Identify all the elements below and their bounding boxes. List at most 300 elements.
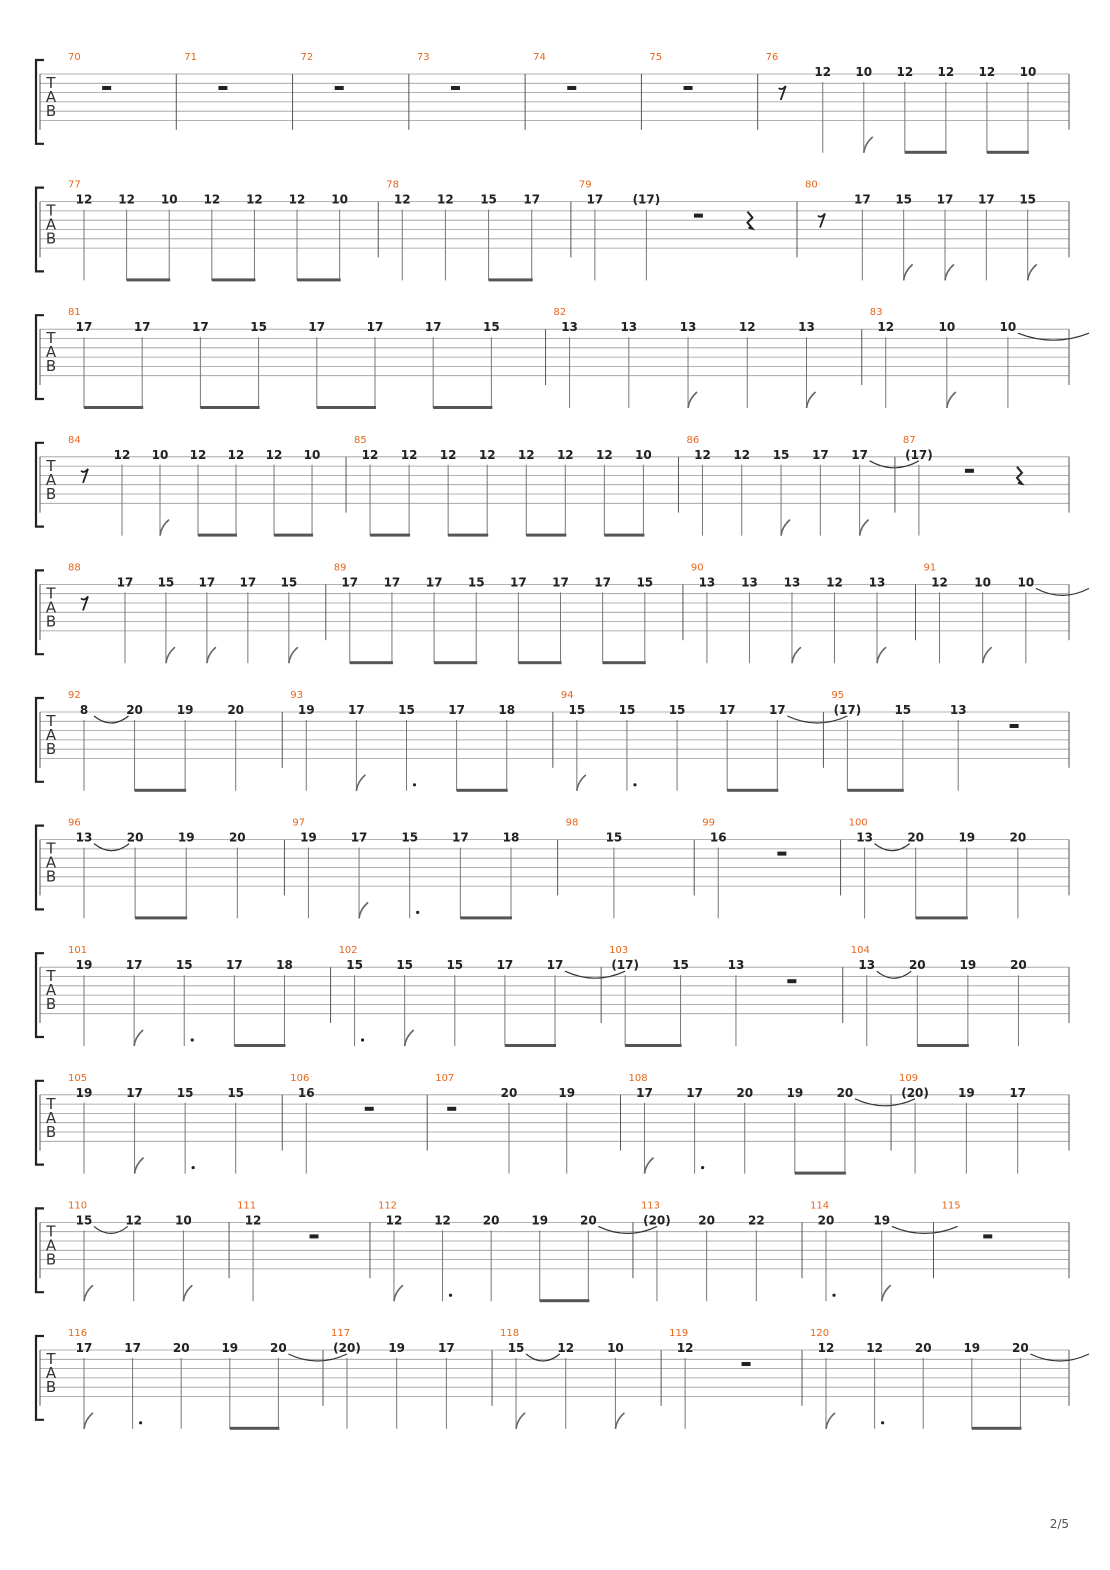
duration-dot	[832, 1294, 835, 1297]
fret-number: 13	[561, 320, 578, 335]
fret-number: 12	[978, 65, 996, 79]
eighth-rest	[81, 596, 88, 610]
note-flag	[166, 647, 175, 663]
measure-number: 94	[560, 690, 574, 701]
note-flag	[807, 392, 816, 408]
fret-number: 17	[308, 320, 326, 335]
fret-number: 18	[502, 830, 520, 845]
note-flag	[405, 1030, 414, 1046]
beam	[230, 1427, 280, 1430]
measure	[68, 1328, 347, 1430]
beam	[370, 534, 410, 537]
half-rest	[983, 1234, 992, 1238]
tie	[787, 716, 847, 723]
note-flag	[945, 264, 954, 280]
measure	[686, 435, 918, 536]
measure-number: 95	[831, 690, 845, 701]
fret-number: 8	[79, 703, 89, 717]
tab-clef-letter: A	[45, 853, 57, 872]
measure-number: 99	[702, 817, 715, 829]
beam	[274, 534, 313, 537]
measure	[68, 818, 284, 920]
fret-number: 17	[225, 958, 243, 973]
fret-number: 15	[772, 447, 790, 462]
beam	[905, 151, 947, 154]
fret-number: 16	[709, 830, 727, 845]
fret-number: 17	[366, 320, 384, 335]
fret-number: 13	[620, 320, 638, 335]
measure	[68, 945, 331, 1047]
fret-number: 15	[483, 320, 500, 335]
fret-number: 17	[510, 575, 527, 590]
measure-number: 70	[68, 52, 81, 63]
duration-dot	[192, 1166, 195, 1169]
beam	[317, 406, 376, 409]
fret-number: 19	[531, 1213, 549, 1228]
fret-number: 20	[500, 1085, 518, 1100]
fret-number: 12	[393, 192, 411, 207]
fret-number: 17	[425, 575, 443, 590]
half-rest	[1010, 724, 1019, 728]
measure	[533, 52, 641, 130]
fret-number: 20	[1009, 830, 1027, 845]
fret-number: 19	[221, 1341, 239, 1355]
tab-clef-letter: A	[45, 726, 57, 744]
fret-number: 12	[288, 192, 306, 207]
fret-number: 19	[786, 1085, 804, 1100]
fret-number: 17	[448, 703, 465, 717]
eighth-rest	[818, 214, 825, 228]
note-flag	[207, 647, 216, 663]
measure	[417, 52, 525, 130]
beam	[604, 534, 644, 537]
fret-number: 12	[203, 192, 221, 207]
duration-dot	[413, 783, 416, 786]
half-rest	[684, 86, 693, 90]
measure-number: 112	[377, 1200, 398, 1212]
measure	[669, 1328, 802, 1429]
staff-system	[36, 690, 1069, 792]
half-rest	[567, 86, 576, 90]
fret-number: 10	[938, 320, 956, 335]
measure	[354, 435, 678, 537]
measure-number: 120	[810, 1328, 830, 1339]
fret-number: 20	[227, 703, 245, 717]
beam	[987, 151, 1029, 154]
duration-dot	[881, 1421, 884, 1424]
fret-number: 17	[718, 703, 736, 717]
measure	[942, 1200, 993, 1238]
staff-system	[36, 818, 1069, 920]
fret-number: 19	[75, 1085, 93, 1100]
fret-number: 17	[383, 575, 401, 590]
fret-number: 17	[552, 575, 569, 590]
note-flag	[877, 647, 886, 663]
tab-clef-letter: T	[46, 1350, 56, 1368]
staff-system	[36, 1073, 1069, 1175]
fret-number: 12	[118, 192, 135, 207]
tab-clef-letter: T	[46, 1094, 56, 1113]
note-flag	[356, 775, 365, 791]
tie	[877, 971, 912, 978]
note-flag	[289, 647, 298, 663]
note-flag	[135, 1158, 144, 1174]
note-flag	[792, 647, 801, 663]
measure	[849, 818, 1027, 920]
fret-number: 17	[125, 958, 143, 973]
staff-system	[36, 1328, 1089, 1430]
fret-number: 12	[694, 447, 711, 462]
fret-number: 13	[856, 830, 873, 845]
fret-number: 17	[1009, 1085, 1027, 1100]
measure-number: 86	[686, 434, 700, 446]
fret-number: 17	[133, 320, 151, 335]
fret-number: 17	[853, 192, 871, 207]
duration-dot	[449, 1294, 452, 1297]
fret-number: 17	[851, 447, 868, 462]
fret-number: 19	[176, 703, 194, 717]
fret-number: (17)	[611, 958, 639, 973]
half-rest	[742, 1362, 751, 1366]
measure	[68, 1073, 282, 1174]
fret-number: 17	[811, 447, 829, 462]
measure-number: 96	[68, 817, 81, 829]
fret-number: 17	[348, 703, 365, 717]
fret-number: 15	[227, 1085, 245, 1100]
measure-number: 104	[850, 945, 870, 957]
duration-dot	[191, 1038, 194, 1041]
measure	[68, 307, 546, 409]
measure	[290, 1073, 427, 1174]
measure	[237, 1200, 370, 1301]
beam	[917, 1044, 969, 1047]
half-rest	[965, 469, 974, 473]
measure	[378, 1200, 657, 1302]
fret-number: 20	[579, 1213, 597, 1228]
measure-number: 100	[848, 817, 868, 829]
fret-number: 18	[498, 703, 516, 717]
fret-number: 12	[733, 447, 751, 462]
fret-number: 13	[679, 320, 697, 335]
note-flag	[983, 647, 992, 663]
tab-clef-letter: B	[45, 357, 57, 376]
fret-number: 17	[636, 1085, 653, 1100]
fret-number: 12	[896, 65, 914, 79]
fret-number: 17	[936, 192, 954, 207]
measure-number: 110	[68, 1200, 88, 1212]
fret-number: (17)	[833, 703, 862, 717]
fret-number: 20	[1010, 958, 1027, 973]
fret-number: 10	[331, 192, 348, 207]
measure	[702, 818, 840, 919]
measure	[500, 1328, 661, 1429]
tie	[598, 1226, 657, 1233]
note-flag	[84, 1413, 93, 1429]
fret-number: (20)	[333, 1341, 361, 1355]
tab-clef-letter: A	[45, 88, 57, 106]
fret-number: 12	[517, 447, 535, 462]
fret-number: 15	[157, 575, 175, 590]
measure-number: 111	[237, 1200, 257, 1212]
fret-number: 15	[1019, 192, 1037, 207]
fret-number: 10	[1019, 65, 1037, 79]
fret-number: 17	[586, 192, 604, 207]
fret-number: 12	[400, 447, 418, 462]
measure-number: 103	[609, 945, 629, 957]
measure-number: 81	[68, 307, 81, 319]
beam	[625, 1044, 681, 1047]
tab-clef-letter: T	[46, 201, 56, 220]
measure	[870, 307, 1089, 408]
fret-number: 15	[636, 575, 654, 590]
fret-number: 17	[686, 1085, 703, 1100]
tab-clef-letter: B	[45, 867, 57, 886]
tie	[94, 1226, 128, 1233]
fret-number: 12	[826, 575, 843, 590]
page-number: 2/5	[1049, 1517, 1069, 1531]
measure-number: 82	[553, 307, 567, 319]
measure	[903, 435, 1022, 536]
measure-number: 88	[68, 562, 81, 574]
beam	[540, 1299, 590, 1302]
fret-number: 12	[113, 447, 131, 462]
measure-number: 83	[869, 307, 883, 319]
measure-number: 117	[330, 1328, 351, 1339]
fret-number: 12	[877, 320, 895, 335]
measure	[831, 690, 1018, 792]
measure	[641, 1200, 802, 1301]
beam	[135, 789, 187, 792]
fret-number: 15	[668, 703, 686, 717]
note-flag	[615, 1413, 624, 1429]
fret-number: 12	[385, 1213, 403, 1228]
measure	[628, 1073, 915, 1175]
beam	[200, 406, 259, 409]
fret-number: 19	[558, 1085, 576, 1100]
measure-number: 98	[565, 817, 579, 829]
beam	[505, 1044, 556, 1047]
tie	[1018, 333, 1089, 340]
measure-number: 90	[690, 562, 704, 574]
note-flag	[860, 520, 869, 536]
fret-number: 19	[958, 1085, 975, 1100]
beam	[212, 278, 256, 281]
fret-number: 17	[523, 192, 541, 207]
beam	[434, 661, 477, 664]
measure	[301, 52, 409, 130]
fret-number: 10	[855, 65, 873, 79]
staff-system	[36, 180, 1069, 282]
measure-number: 72	[300, 52, 314, 63]
fret-number: 13	[727, 958, 745, 973]
fret-number: 13	[783, 575, 801, 590]
tab-clef-letter: T	[46, 456, 56, 475]
fret-number: 12	[244, 1213, 262, 1228]
fret-number: 20	[698, 1213, 715, 1228]
fret-number: 18	[276, 958, 293, 973]
fret-number: 17	[116, 575, 134, 590]
fret-number: 12	[75, 192, 93, 207]
tab-clef-letter: B	[45, 229, 57, 248]
measure-number: 85	[354, 434, 367, 446]
measure-number: 107	[435, 1072, 455, 1084]
tab-clef-letter: B	[45, 1378, 57, 1396]
beam	[433, 406, 492, 409]
fret-number: 19	[873, 1213, 891, 1228]
fret-number: 17	[341, 575, 359, 590]
fret-number: (17)	[632, 192, 661, 207]
fret-number: 20	[172, 1341, 190, 1355]
note-flag	[394, 1285, 403, 1301]
duration-dot	[633, 783, 636, 786]
half-rest	[694, 214, 703, 218]
beam	[916, 916, 968, 919]
fret-number: 12	[817, 1341, 835, 1355]
half-rest	[365, 1107, 374, 1111]
fret-number: 17	[768, 703, 786, 717]
tie	[855, 1099, 915, 1106]
measure	[68, 690, 282, 792]
measure-number: 79	[578, 179, 592, 191]
tab-clef-letter: T	[46, 1222, 56, 1241]
staff-system	[36, 435, 1069, 537]
measure	[184, 52, 292, 130]
measure-number: 114	[810, 1200, 830, 1212]
fret-number: 20	[836, 1085, 854, 1100]
measure	[899, 1073, 1026, 1174]
measure-number: 73	[416, 52, 430, 63]
tie	[892, 1226, 958, 1233]
fret-number: 15	[401, 830, 419, 845]
fret-number: 10	[160, 192, 178, 207]
fret-number: 20	[908, 958, 926, 973]
measure	[68, 1200, 229, 1301]
fret-number: 10	[999, 320, 1017, 335]
measure-number: 80	[805, 179, 818, 191]
half-rest	[451, 86, 460, 90]
measure	[649, 52, 757, 130]
measure	[566, 818, 695, 919]
duration-dot	[361, 1038, 364, 1041]
beam	[727, 789, 778, 792]
measure-number: 105	[68, 1072, 88, 1084]
measure	[923, 562, 1089, 663]
measure-number: 75	[649, 52, 663, 63]
measure	[561, 690, 848, 792]
fret-number: 20	[270, 1341, 287, 1355]
measure	[68, 435, 346, 537]
fret-number: 20	[914, 1341, 932, 1355]
fret-number: 17	[496, 958, 514, 973]
tab-clef-letter: B	[45, 1122, 57, 1141]
measure-number: 87	[902, 434, 916, 446]
fret-number: 10	[635, 447, 652, 462]
tie	[288, 1354, 347, 1361]
measure-number: 91	[923, 562, 937, 574]
beam	[518, 661, 561, 664]
fret-number: 17	[451, 830, 469, 845]
beam	[795, 1172, 846, 1175]
half-rest	[102, 86, 111, 90]
fret-number: 10	[1017, 575, 1035, 590]
staff-system	[36, 52, 1069, 154]
tie	[94, 844, 129, 851]
measure-number: 108	[628, 1072, 648, 1084]
beam	[350, 661, 393, 664]
measure-number: 97	[292, 817, 306, 829]
note-flag	[359, 902, 368, 918]
tie	[526, 1354, 560, 1361]
fret-number: 15	[605, 830, 623, 845]
measure	[810, 1328, 1089, 1430]
fret-number: 15	[175, 958, 193, 973]
measure-number: 74	[533, 52, 546, 63]
measure	[290, 690, 553, 792]
fret-number: 15	[480, 192, 497, 207]
beam	[234, 1044, 285, 1047]
fret-number: 15	[618, 703, 636, 717]
fret-number: 15	[672, 958, 689, 973]
note-flag	[644, 1158, 653, 1174]
staff-system	[36, 307, 1089, 409]
tab-clef-letter: B	[45, 995, 57, 1014]
tab-clef-letter: B	[45, 740, 57, 758]
fret-number: 17	[546, 958, 564, 973]
measure-number: 106	[290, 1072, 310, 1084]
half-rest	[335, 86, 344, 90]
measure-number: 78	[386, 179, 399, 191]
tie	[1036, 588, 1089, 595]
fret-number: 15	[396, 958, 414, 973]
tie	[1030, 1354, 1089, 1361]
measure	[691, 562, 916, 663]
fret-number: (20)	[643, 1213, 671, 1228]
fret-number: 15	[280, 575, 298, 590]
fret-number: 12	[437, 192, 454, 207]
fret-number: 13	[949, 703, 967, 717]
fret-number: 17	[424, 320, 442, 335]
beam	[603, 661, 646, 664]
fret-number: 15	[398, 703, 415, 717]
staff-system	[36, 945, 1069, 1047]
half-rest	[310, 1234, 319, 1238]
fret-number: 12	[125, 1213, 143, 1228]
note-flag	[1028, 264, 1037, 280]
fret-number: 13	[858, 958, 876, 973]
tab-clef-letter: T	[46, 74, 56, 92]
beam	[847, 789, 903, 792]
fret-number: 10	[151, 447, 169, 462]
beam	[198, 534, 237, 537]
beam	[127, 278, 171, 281]
measure	[68, 180, 378, 282]
note-flag	[781, 520, 790, 536]
fret-number: 10	[974, 575, 992, 590]
note-flag	[688, 392, 697, 408]
note-flag	[160, 520, 169, 536]
half-rest	[777, 852, 786, 856]
fret-number: 17	[350, 830, 368, 845]
measure-number: 77	[68, 179, 81, 191]
staff-system	[36, 562, 1089, 664]
fret-number: 15	[75, 1213, 93, 1228]
note-flag	[826, 1413, 835, 1429]
fret-number: 12	[227, 447, 245, 462]
fret-number: 19	[75, 958, 93, 973]
fret-number: (20)	[901, 1085, 929, 1100]
tie	[875, 844, 910, 851]
fret-number: 12	[557, 1341, 575, 1355]
